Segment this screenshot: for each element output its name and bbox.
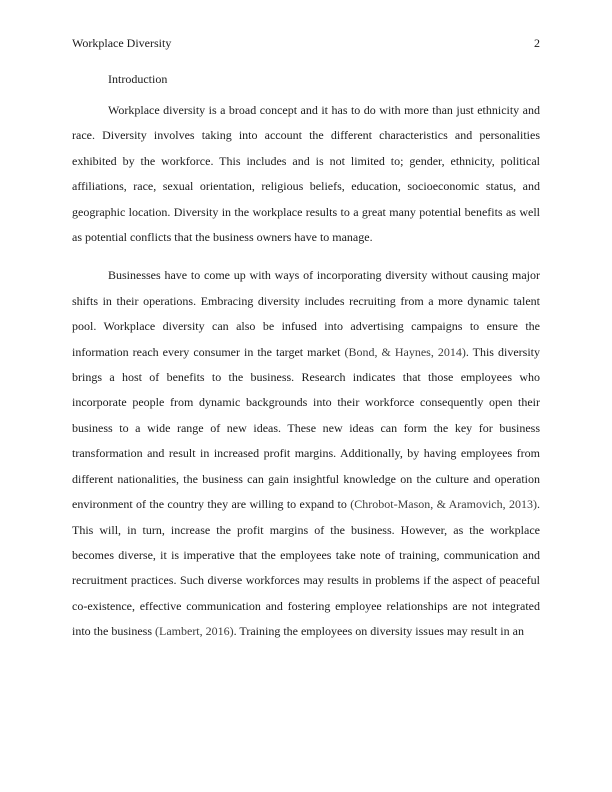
paragraph-2-text-2: . This diversity brings a host of benefits to the business. Research indicates that those employees who incorporate people from dynamic backgrounds into their workforce consequently open their business to a wide range of new ideas. These new ideas can form the key for business transformation and result in increased profit margins. Additionally, by having employees from different nationalities, the business can gain insightful knowledge on the culture and operation environment of the country they are willing to expand to — [72, 344, 540, 512]
section-heading: Introduction — [108, 72, 168, 86]
paragraph-2-text-4: . Training the employees on diversity issues may result in an — [233, 624, 524, 639]
document-body — [72, 68, 540, 658]
paragraph-2 — [72, 263, 540, 644]
page-number: 2 — [534, 36, 540, 50]
running-head: Workplace Diversity — [72, 36, 172, 50]
citation-bond-haynes: (Bond, & Haynes, 2014) — [344, 344, 466, 359]
paragraph-2-text-1: Businesses have to come up with ways of incorporating diversity without causing major shifts in their operations. Embracing diversity includes recruiting from a more dynamic talent pool. Workplace diversity can also be infused into advertising campaigns to ensure the information reach every consumer in the target market — [72, 268, 540, 359]
citation-lambert: (Lambert, 2016) — [155, 624, 234, 639]
paragraph-1: Workplace diversity is a broad concept and it has to do with more than just ethnicity and race. Diversity involves taking into account the different characteristics and personalities exhibited by the workforce. This includes and is not limited to; gender, ethnicity, political affiliations, race, sexual orientation, religious beliefs, education, socioeconomic status, and geographic location. Diversity in the workplace results to a great many potential benefits as well as potential conflicts that the business owners have to manage. — [72, 103, 540, 245]
citation-chrobot-mason: (Chrobot-Mason, & Aramovich, 2013) — [350, 497, 537, 512]
paragraph-2-text-3: . This will, in turn, increase the profit margins of the business. However, as the workplace becomes diverse, it is imperative that the employees take note of training, communication and recruitment practices. Such diverse workforces may results in problems if the aspect of peaceful co-existence, effective communication and fostering employee relationships are not integrated into the business — [72, 497, 540, 639]
